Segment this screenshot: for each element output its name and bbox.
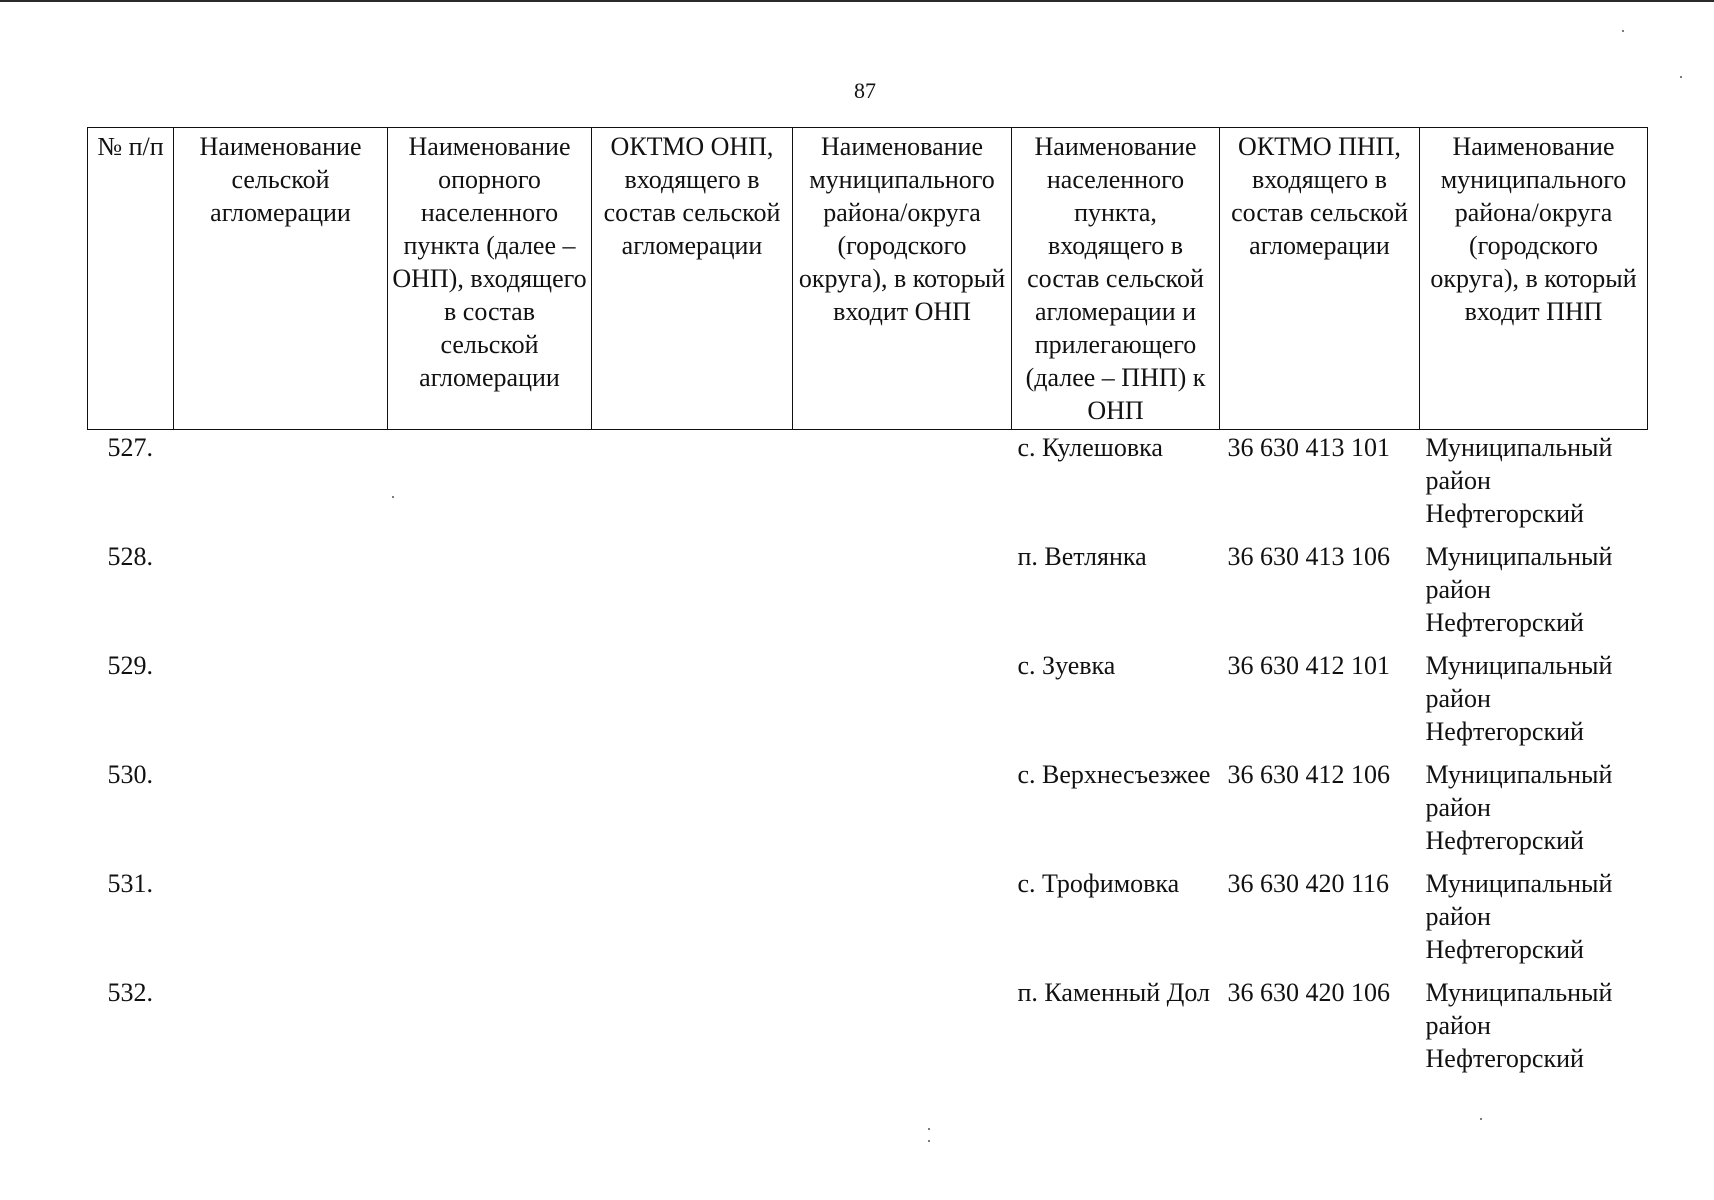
header-number: № п/п	[88, 128, 174, 430]
onp-oktmo-cell	[592, 866, 793, 975]
row-number: 529.	[107, 650, 153, 680]
onp-cell	[388, 539, 592, 648]
row-number: 531.	[107, 868, 153, 898]
pnp-name-cell: п. Ветлянка	[1017, 541, 1147, 571]
pnp-oktmo-cell: 36 630 420 116	[1227, 868, 1390, 898]
header-onp-district: Наименование муниципального района/округа (городского округа), в который входит ОНП	[793, 128, 1012, 430]
onp-cell	[388, 430, 592, 539]
pnp-name-cell: п. Каменный Дол	[1017, 977, 1211, 1007]
pnp-district-cell: Муниципальный район Нефтегорский	[1425, 977, 1613, 1073]
header-pnp-name: Наименование населенного пункта, входящего в состав сельской агломерации и прилегающего (далее – ПНП) к ОНП	[1012, 128, 1220, 430]
agglomeration-cell	[174, 757, 388, 866]
onp-oktmo-cell	[592, 975, 793, 1084]
row-number: 527.	[107, 433, 153, 462]
agglomeration-cell	[174, 975, 388, 1084]
pnp-name-cell: с. Верхнесъезжее	[1017, 759, 1211, 789]
scan-speck	[1680, 76, 1682, 78]
onp-cell	[388, 975, 592, 1084]
onp-oktmo-cell	[592, 539, 793, 648]
pnp-district-cell: Муниципальный район Нефтегорский	[1425, 433, 1613, 528]
header-pnp-oktmo: ОКТМО ПНП, входящего в состав сельской агломерации	[1220, 128, 1420, 430]
agglomeration-cell	[174, 430, 388, 539]
onp-oktmo-cell	[592, 648, 793, 757]
scan-speck	[1622, 30, 1624, 32]
row-number: 532.	[107, 977, 153, 1007]
onp-district-cell	[793, 648, 1012, 757]
agglomeration-cell	[174, 539, 388, 648]
header-onp-name: Наименование опорного населенного пункта (далее – ОНП), входящего в состав сельской агломерации	[388, 128, 592, 430]
scan-edge-line	[0, 0, 1714, 2]
agglomeration-cell	[174, 648, 388, 757]
onp-cell	[388, 866, 592, 975]
onp-district-cell	[793, 430, 1012, 539]
scan-speck	[1480, 1118, 1482, 1120]
pnp-name-cell: с. Трофимовка	[1017, 868, 1180, 898]
pnp-district-cell: Муниципальный район Нефтегорский	[1425, 650, 1613, 746]
settlements-table	[87, 127, 1648, 1084]
pnp-district-cell: Муниципальный район Нефтегорский	[1425, 541, 1613, 637]
agglomeration-cell	[174, 866, 388, 975]
header-pnp-district: Наименование муниципального района/округа (городского округа), в который входит ПНП	[1420, 128, 1648, 430]
scan-speck	[928, 1140, 930, 1142]
row-number: 528.	[107, 541, 153, 571]
table-row	[88, 430, 1648, 539]
onp-district-cell	[793, 539, 1012, 648]
scan-speck	[392, 496, 394, 498]
onp-district-cell	[793, 757, 1012, 866]
onp-cell	[388, 648, 592, 757]
table-row	[88, 648, 1648, 757]
row-number: 530.	[107, 759, 153, 789]
table-row	[88, 866, 1648, 975]
onp-district-cell	[793, 866, 1012, 975]
pnp-oktmo-cell: 36 630 412 106	[1227, 759, 1390, 789]
pnp-district-cell: Муниципальный район Нефтегорский	[1425, 868, 1613, 964]
pnp-name-cell: с. Зуевка	[1017, 650, 1116, 680]
pnp-district-cell: Муниципальный район Нефтегорский	[1425, 759, 1613, 855]
pnp-oktmo-cell: 36 630 420 106	[1227, 977, 1390, 1007]
header-onp-oktmo: ОКТМО ОНП, входящего в состав сельской агломерации	[592, 128, 793, 430]
onp-oktmo-cell	[592, 430, 793, 539]
table-header-row	[88, 128, 1648, 430]
table-row	[88, 975, 1648, 1084]
onp-oktmo-cell	[592, 757, 793, 866]
onp-district-cell	[793, 975, 1012, 1084]
onp-cell	[388, 757, 592, 866]
scan-speck	[928, 1128, 930, 1130]
table-row	[88, 757, 1648, 866]
header-agglomeration-name: Наименование сельской агломерации	[174, 128, 388, 430]
pnp-oktmo-cell: 36 630 413 106	[1227, 541, 1390, 571]
pnp-oktmo-cell: 36 630 412 101	[1227, 650, 1390, 680]
table-row	[88, 539, 1648, 648]
pnp-name-cell: с. Кулешовка	[1017, 433, 1163, 462]
pnp-oktmo-cell: 36 630 413 101	[1227, 433, 1390, 462]
page-number: 87	[854, 78, 876, 103]
